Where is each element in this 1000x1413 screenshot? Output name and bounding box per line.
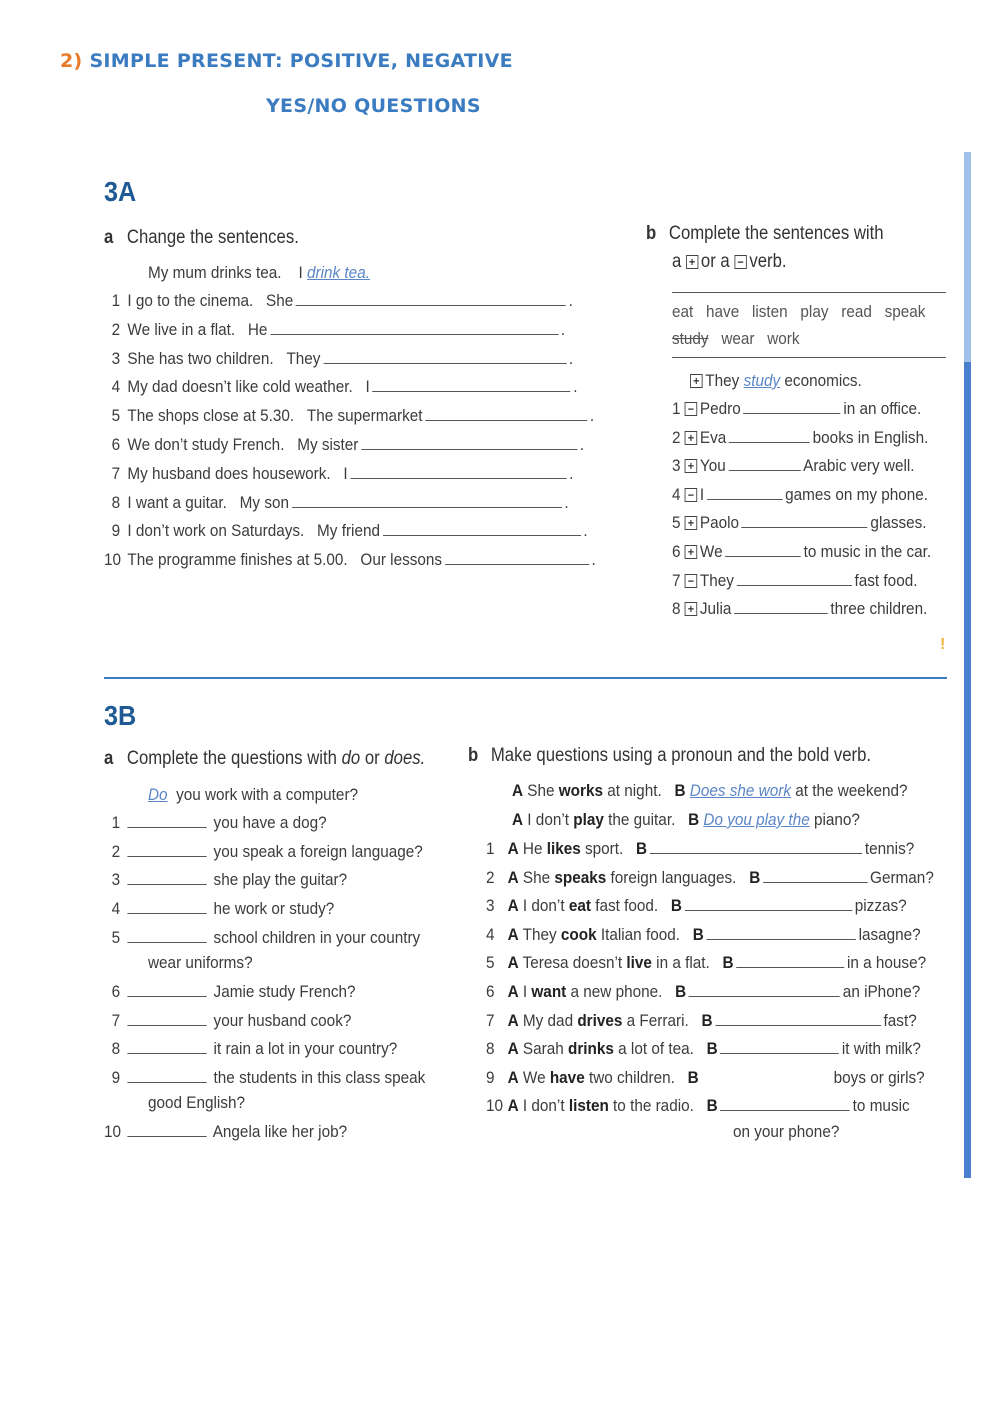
exercise-item xyxy=(672,599,927,619)
item-number: 8 xyxy=(111,492,121,512)
item-subject: Paolo xyxy=(699,513,740,533)
item-prompt: I don’t work on Saturdays. xyxy=(127,521,305,541)
exercise-item xyxy=(104,813,327,833)
answer-blank[interactable] xyxy=(127,813,206,828)
exercise-3a-a-instruction xyxy=(104,227,299,249)
item-text: your husband cook? xyxy=(209,1010,352,1030)
item-text: Jamie study French? xyxy=(209,981,356,1001)
exercise-item xyxy=(672,456,915,476)
bold-verb: likes xyxy=(546,839,581,858)
label-a: A xyxy=(507,896,519,916)
exercise-item xyxy=(672,513,927,533)
item-text: she play the guitar? xyxy=(209,870,348,890)
label-a: A xyxy=(507,839,519,858)
answer-blank[interactable] xyxy=(383,521,581,536)
item-text: it rain a lot in your country? xyxy=(209,1039,398,1059)
item-number: 1 xyxy=(111,291,121,310)
item-end: in an office. xyxy=(843,399,922,418)
instruction-do: do xyxy=(341,748,361,769)
item-number: 5 xyxy=(486,953,495,973)
answer-blank[interactable] xyxy=(296,291,566,306)
label-b: B xyxy=(688,810,700,829)
exercise-letter: b xyxy=(646,223,657,244)
plus-box-icon: + xyxy=(685,545,698,559)
item-text: you have a dog? xyxy=(209,813,327,832)
answer-blank[interactable] xyxy=(425,406,587,421)
item-subject: I xyxy=(699,484,705,504)
item-text: he work or study? xyxy=(209,899,335,919)
exercise-3a-b-example xyxy=(690,371,862,391)
exercise-3b-a-instruction xyxy=(104,748,425,770)
bold-verb: works xyxy=(558,781,604,800)
worksheet-title xyxy=(60,50,513,72)
minus-box-icon: − xyxy=(685,402,698,416)
item-start: They xyxy=(286,348,321,368)
exercise-item xyxy=(672,571,917,591)
answer-blank[interactable] xyxy=(445,550,589,565)
exercise-item: 6 We don’t study French. My sister . xyxy=(104,435,584,455)
label-a: A xyxy=(507,1067,519,1087)
label-b: B xyxy=(692,924,704,944)
item-number: 6 xyxy=(111,981,121,1001)
answer-blank[interactable] xyxy=(127,1068,206,1083)
exercise-item: 7 My husband does housework. I . xyxy=(104,464,573,484)
exercise-item: 5 A Teresa doesn’t live in a flat. B in a house? xyxy=(486,953,927,973)
item-number: 10 xyxy=(104,550,122,570)
label-a: A xyxy=(507,1096,519,1116)
item-number: 1 xyxy=(672,399,681,418)
example-prompt: My mum drinks tea. xyxy=(148,263,282,282)
item-subject: They xyxy=(699,570,734,590)
item-continuation: wear uniforms? xyxy=(148,952,253,972)
item-number: 2 xyxy=(111,319,121,339)
item-number: 8 xyxy=(486,1039,495,1059)
exercise-3a-a-example xyxy=(148,263,370,283)
label-b: B xyxy=(749,867,761,887)
item-number: 3 xyxy=(111,348,121,368)
exercise-item: 10 The programme finishes at 5.00. Our lessons . xyxy=(104,550,596,570)
plus-box-icon: + xyxy=(686,255,698,269)
label-b: B xyxy=(636,839,648,858)
label-b: B xyxy=(706,1039,718,1059)
item-continuation: good English? xyxy=(148,1092,245,1112)
exercise-item xyxy=(104,899,334,919)
item-prompt: I go to the cinema. xyxy=(127,291,254,310)
answer-blank[interactable] xyxy=(743,399,840,414)
instruction-or: or a xyxy=(700,251,730,272)
item-end: Arabic very well. xyxy=(803,456,915,476)
item-start: She xyxy=(266,291,294,310)
item-prompt: The programme finishes at 5.00. xyxy=(127,550,348,570)
exercise-item xyxy=(104,1039,397,1059)
word-bank-row2 xyxy=(672,329,800,349)
bold-verb: want xyxy=(531,982,567,1001)
item-number: 7 xyxy=(111,1010,121,1030)
item-end: in a house? xyxy=(846,953,927,973)
exercise-item: 3 She has two children. They . xyxy=(104,349,573,369)
exercise-letter: b xyxy=(468,745,479,766)
answer-blank[interactable] xyxy=(372,377,570,392)
section-title-3b: 3B xyxy=(104,700,137,731)
instruction-or: or xyxy=(364,748,380,769)
item-end: fast food. xyxy=(854,570,918,590)
worksheet-subtitle: YES/NO QUESTIONS xyxy=(266,95,481,117)
item-number: 1 xyxy=(111,813,121,832)
exercise-item: 9 I don’t work on Saturdays. My friend . xyxy=(104,521,588,541)
label-a: A xyxy=(507,924,519,944)
decorative-mark: ! xyxy=(940,636,946,653)
item-number: 2 xyxy=(111,841,121,861)
item-number: 3 xyxy=(672,456,681,476)
item-prompt: My husband does housework. xyxy=(127,463,331,483)
item-start: I xyxy=(365,377,370,397)
label-b: B xyxy=(706,1096,718,1116)
answer-blank[interactable] xyxy=(725,542,801,557)
instruction-text: Complete the sentences with xyxy=(668,223,884,244)
exercise-item xyxy=(104,1122,347,1142)
bold-verb: eat xyxy=(568,896,591,916)
word-bank-bottom-rule xyxy=(672,357,946,358)
exercise-item: 5 The shops close at 5.30. The supermarket . xyxy=(104,406,594,426)
item-number: 3 xyxy=(111,870,121,890)
plus-box-icon: + xyxy=(685,431,698,445)
label-a: A xyxy=(507,1010,519,1030)
item-prompt: She has two children. xyxy=(127,348,274,368)
item-number: 4 xyxy=(486,924,495,944)
item-prompt: We don’t study French. xyxy=(127,435,285,454)
answer-blank[interactable] xyxy=(742,513,868,528)
exercise-item: 1 A He likes sport. B tennis? xyxy=(486,839,915,858)
label-a: A xyxy=(512,810,524,829)
example-subject: They xyxy=(705,371,740,390)
exercise-item: 2 We live in a flat. He . xyxy=(104,320,565,340)
exercise-3a-b-instruction-line2 xyxy=(672,251,787,273)
exercise-item xyxy=(104,870,347,890)
item-end: pizzas? xyxy=(854,896,907,916)
item-end: it with milk? xyxy=(841,1039,921,1059)
bold-verb: listen xyxy=(568,1096,609,1116)
exercise-item: 6 A I want a new phone. B an iPhone? xyxy=(486,982,921,1001)
exercise-3a-b-instruction xyxy=(646,223,884,245)
instruction-a: a xyxy=(672,251,682,272)
item-text: the students in this class speak xyxy=(209,1067,426,1087)
minus-box-icon: − xyxy=(685,574,698,588)
exercise-item: 8 A Sarah drinks a lot of tea. B it with milk? xyxy=(486,1039,921,1059)
label-b: B xyxy=(701,1010,713,1030)
example-rest: you work with a computer? xyxy=(176,785,359,804)
exercise-item xyxy=(104,1011,351,1031)
item-number: 8 xyxy=(672,599,681,619)
title-line1: SIMPLE PRESENT: POSITIVE, NEGATIVE xyxy=(89,50,513,72)
exercise-item: 10 A I don’t listen to the radio. B to music xyxy=(486,1096,910,1116)
label-a: A xyxy=(507,953,519,973)
example-end: economics. xyxy=(784,371,862,390)
exercise-item: 1 I go to the cinema. She . xyxy=(104,291,573,311)
word-bank-struck-word: study xyxy=(672,329,709,348)
title-number: 2) xyxy=(60,50,83,72)
item-start: My son xyxy=(239,492,289,512)
example-answer: study xyxy=(743,371,781,390)
item-number: 5 xyxy=(111,927,121,947)
item-end: fast? xyxy=(883,1010,917,1030)
item-prompt: We live in a flat. xyxy=(127,319,236,339)
instruction-text: Change the sentences. xyxy=(126,227,299,248)
answer-blank[interactable] xyxy=(734,599,828,614)
item-prompt: My dad doesn’t like cold weather. xyxy=(127,377,353,397)
plus-box-icon: + xyxy=(685,602,698,616)
section-title-3a: 3A xyxy=(104,176,137,207)
item-subject: We xyxy=(699,542,723,561)
bold-verb: live xyxy=(626,953,652,973)
answer-blank[interactable] xyxy=(729,428,810,443)
item-subject: Julia xyxy=(699,599,732,619)
bold-verb: drives xyxy=(577,1010,623,1030)
exercise-item: 3 A I don’t eat fast food. B pizzas? xyxy=(486,896,907,916)
plus-box-icon: + xyxy=(685,459,698,473)
item-number: 2 xyxy=(672,427,681,447)
plus-box-icon: + xyxy=(685,516,698,530)
answer-blank[interactable] xyxy=(707,485,783,500)
answer-blank[interactable] xyxy=(292,493,562,508)
answer-blank[interactable] xyxy=(127,928,206,943)
minus-box-icon: − xyxy=(734,255,746,269)
bold-verb: cook xyxy=(560,924,597,944)
item-start: Our lessons xyxy=(360,550,443,570)
exercise-item xyxy=(104,1068,425,1088)
label-b: B xyxy=(674,781,686,800)
item-continuation: on your phone? xyxy=(733,1122,840,1142)
answer-blank[interactable] xyxy=(763,868,867,883)
item-prompt: I want a guitar. xyxy=(127,492,227,512)
answer-blank[interactable] xyxy=(323,349,566,364)
item-text: Angela like her job? xyxy=(209,1121,348,1141)
section-divider xyxy=(104,677,947,679)
label-a: A xyxy=(512,781,524,800)
answer-blank[interactable] xyxy=(127,870,206,885)
example-start: I xyxy=(298,263,303,282)
item-end: an iPhone? xyxy=(842,982,921,1001)
bold-verb: have xyxy=(549,1067,585,1087)
exercise-letter: a xyxy=(104,227,114,248)
answer-blank[interactable] xyxy=(650,839,862,854)
label-b: B xyxy=(687,1067,699,1087)
minus-box-icon: − xyxy=(685,488,698,502)
item-end: lasagne? xyxy=(858,924,921,944)
word-bank-top-rule xyxy=(672,292,946,293)
exercise-example: A She works at night. B Does she work at the weekend? xyxy=(512,781,908,800)
item-end: books in English. xyxy=(812,427,929,447)
exercise-item: 9 A We have two children. B boys or girls? xyxy=(486,1067,925,1087)
label-a: A xyxy=(507,1039,519,1059)
example-answer: Do you play the xyxy=(703,810,810,829)
item-number: 4 xyxy=(672,484,681,504)
answer-blank[interactable] xyxy=(361,435,577,450)
exercise-item: 4 A They cook Italian food. B lasagne? xyxy=(486,924,921,944)
instruction-does: does. xyxy=(384,748,426,769)
item-number: 10 xyxy=(486,1096,504,1116)
word-bank-row1: eat have listen play read speak xyxy=(672,302,926,321)
bold-verb: play xyxy=(573,810,604,829)
label-b: B xyxy=(675,982,687,1001)
answer-blank[interactable] xyxy=(127,1011,206,1026)
answer-blank[interactable] xyxy=(689,982,840,997)
instruction-text: Make questions using a pronoun and the bold verb. xyxy=(490,745,872,766)
item-end: three children. xyxy=(830,599,928,619)
exercise-item: 8 I want a guitar. My son . xyxy=(104,493,569,513)
exercise-item xyxy=(104,842,423,862)
item-text: school children in your country xyxy=(209,927,421,947)
page-side-bar-highlight xyxy=(964,152,971,362)
item-number: 8 xyxy=(111,1039,121,1059)
exercise-item: 7 A My dad drives a Ferrari. B fast? xyxy=(486,1010,917,1030)
item-start: My friend xyxy=(317,521,380,541)
exercise-item xyxy=(672,428,928,448)
bold-verb: drinks xyxy=(567,1039,614,1059)
answer-blank[interactable] xyxy=(127,1039,206,1054)
exercise-item: 2 A She speaks foreign languages. B German? xyxy=(486,867,934,887)
item-number: 4 xyxy=(111,899,121,919)
item-number: 10 xyxy=(104,1121,122,1141)
item-end: boys or girls? xyxy=(833,1067,925,1087)
answer-blank[interactable] xyxy=(720,1096,850,1111)
exercise-item xyxy=(104,982,356,1002)
item-number: 6 xyxy=(672,542,681,561)
answer-blank[interactable] xyxy=(127,899,206,914)
answer-blank[interactable] xyxy=(685,896,852,911)
exercise-item xyxy=(672,542,931,562)
plus-box-icon: + xyxy=(690,374,703,388)
item-end: tennis? xyxy=(864,839,915,858)
item-number: 7 xyxy=(672,570,681,590)
item-end: glasses. xyxy=(870,513,927,533)
exercise-item: 4 My dad doesn’t like cold weather. I . xyxy=(104,377,577,397)
exercise-example: A I don’t play the guitar. B Do you play the piano? xyxy=(512,810,860,829)
bold-verb: speaks xyxy=(554,867,607,887)
exercise-3b-a-example xyxy=(148,785,358,805)
item-number: 7 xyxy=(111,463,121,483)
item-subject: You xyxy=(699,456,726,476)
example-answer: Does she work xyxy=(689,781,791,800)
label-b: B xyxy=(670,896,682,916)
item-text: you speak a foreign language? xyxy=(209,841,423,861)
word-bank-rest: wear work xyxy=(721,329,800,348)
item-number: 9 xyxy=(111,521,121,541)
item-subject: Eva xyxy=(699,427,727,447)
answer-blank[interactable] xyxy=(720,1039,839,1054)
example-answer: drink tea. xyxy=(307,263,370,282)
answer-blank[interactable] xyxy=(350,464,566,479)
item-number: 9 xyxy=(486,1067,495,1087)
label-a: A xyxy=(507,867,519,887)
answer-blank[interactable] xyxy=(737,571,852,586)
exercise-letter: a xyxy=(104,748,114,769)
answer-blank[interactable] xyxy=(127,842,206,857)
label-a: A xyxy=(507,982,519,1001)
item-number: 9 xyxy=(111,1067,121,1087)
item-end: German? xyxy=(870,867,934,887)
answer-blank[interactable] xyxy=(715,1011,881,1026)
answer-blank[interactable] xyxy=(127,1122,206,1137)
item-start: The supermarket xyxy=(306,406,423,426)
item-number: 2 xyxy=(486,867,495,887)
item-subject: Pedro xyxy=(699,399,741,418)
item-end: to music xyxy=(852,1096,910,1116)
item-number: 5 xyxy=(111,406,121,426)
item-end: games on my phone. xyxy=(785,484,929,504)
item-end: to music in the car. xyxy=(803,542,932,561)
answer-blank[interactable] xyxy=(127,982,206,997)
answer-blank[interactable] xyxy=(270,320,558,335)
instruction-text: Complete the questions with xyxy=(126,748,337,769)
item-number: 5 xyxy=(672,513,681,533)
item-number: 3 xyxy=(486,896,495,916)
item-prompt: The shops close at 5.30. xyxy=(127,406,295,426)
exercise-item xyxy=(104,928,420,948)
item-number: 7 xyxy=(486,1010,495,1030)
item-start: My sister xyxy=(297,435,359,454)
item-start: I xyxy=(343,463,348,483)
item-start: He xyxy=(247,319,268,339)
item-number: 6 xyxy=(111,435,121,454)
item-number: 6 xyxy=(486,982,495,1001)
item-number: 4 xyxy=(111,377,121,397)
label-b: B xyxy=(722,953,734,973)
exercise-3b-b-instruction xyxy=(468,745,871,767)
item-number: 1 xyxy=(486,839,495,858)
instruction-verb: verb. xyxy=(749,251,787,272)
exercise-item xyxy=(672,485,928,505)
answer-blank[interactable] xyxy=(706,925,855,940)
answer-blank[interactable] xyxy=(736,953,844,968)
exercise-item xyxy=(672,399,921,419)
example-answer: Do xyxy=(148,785,168,804)
answer-blank[interactable] xyxy=(728,456,800,471)
